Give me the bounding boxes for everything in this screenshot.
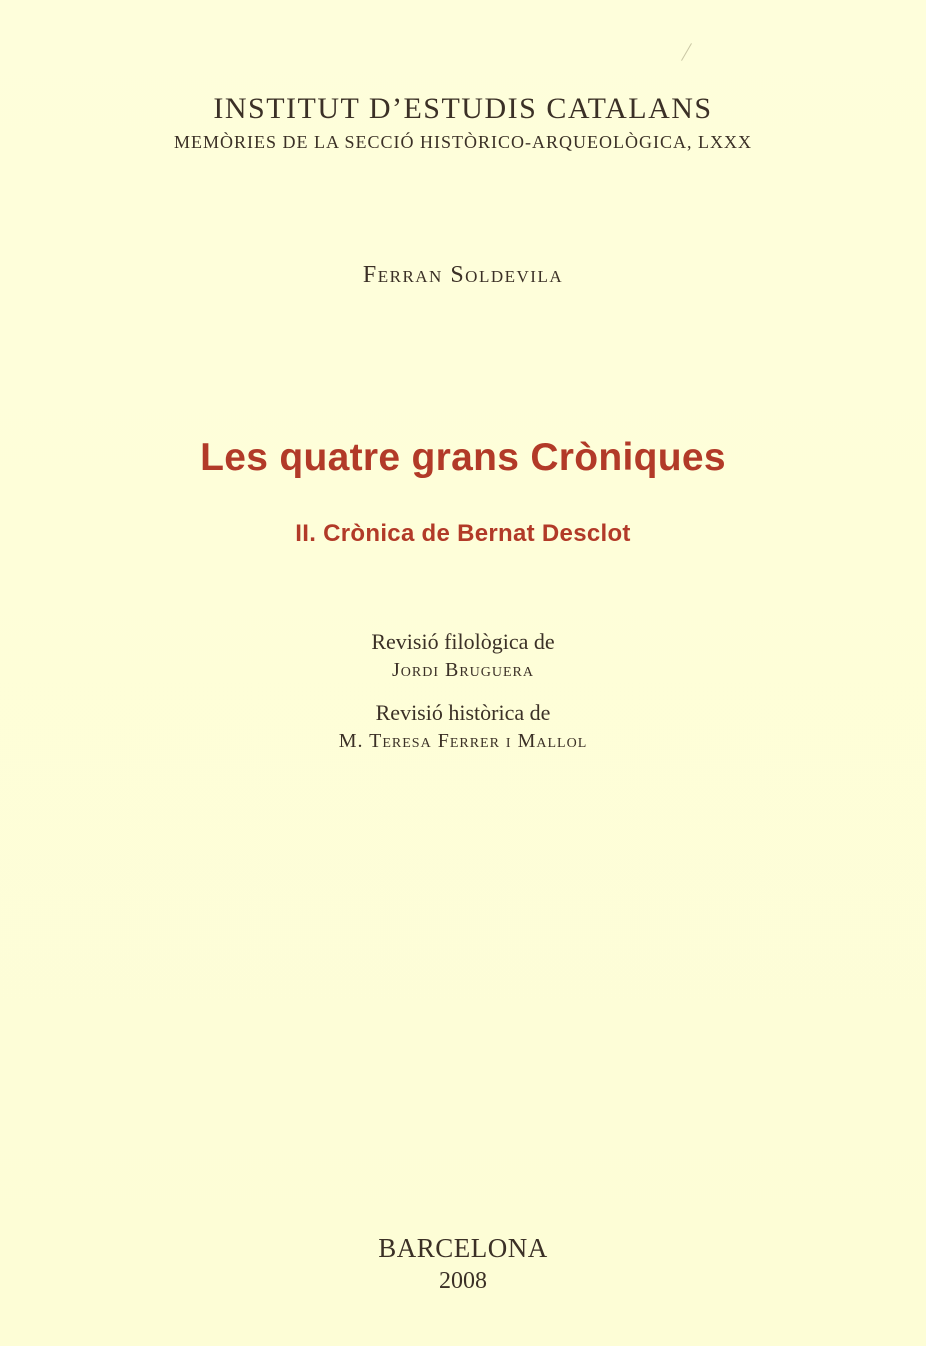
institute-name: INSTITUT D’ESTUDIS CATALANS <box>213 92 713 125</box>
paper-scratch-mark <box>681 43 692 61</box>
credit-role-philological: Revisió filològica de <box>371 629 555 654</box>
publication-city: BARCELONA <box>378 1233 548 1263</box>
book-title: Les quatre grans Cròniques <box>200 436 726 479</box>
author-name: Ferran Soldevila <box>362 262 564 288</box>
credit-name-historical: M. Teresa Ferrer i Mallol <box>338 730 588 752</box>
book-subtitle: II. Crònica de Bernat Desclot <box>295 520 631 547</box>
series-name: MEMÒRIES DE LA SECCIÓ HISTÒRICO-ARQUEOLÒGICA, LXXX <box>174 132 752 152</box>
credit-name-philological: Jordi Bruguera <box>391 659 534 681</box>
publication-year: 2008 <box>439 1268 487 1294</box>
credit-role-historical: Revisió històrica de <box>375 700 551 725</box>
